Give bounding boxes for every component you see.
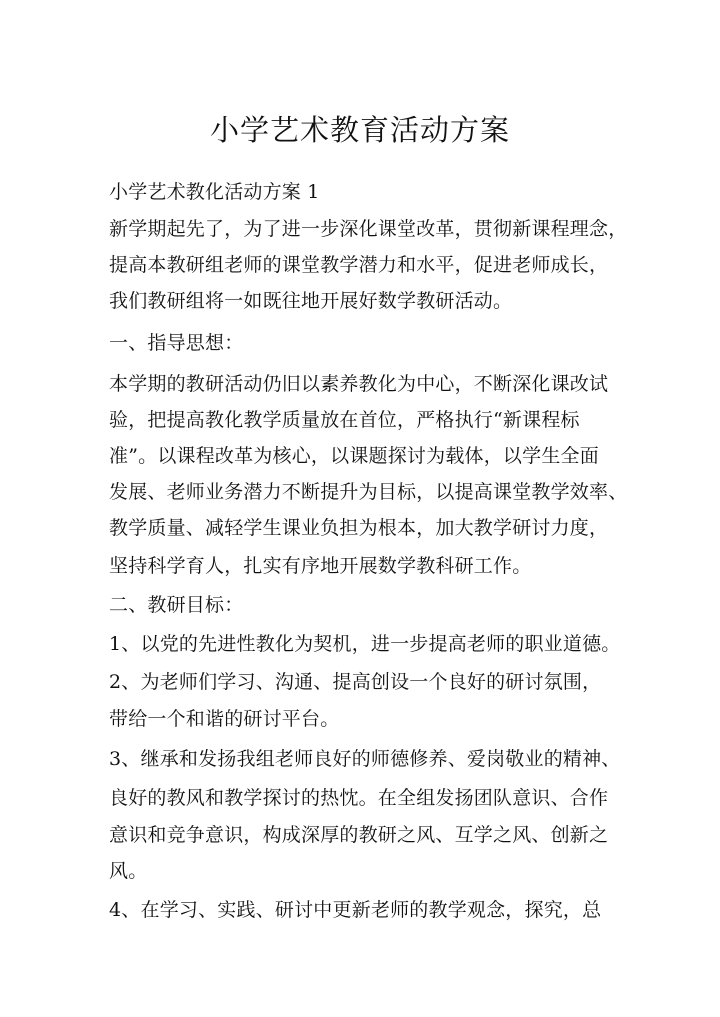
list-item-continuation: 带给一个和谐的研讨平台。 — [109, 708, 340, 730]
section-heading: 二、教研目标： — [109, 594, 244, 616]
list-item: 1、以党的先进性教化为契机，进一步提高老师的职业道德。 — [109, 633, 621, 655]
list-item-continuation: 风。 — [109, 860, 148, 882]
paragraph-line: 坚持科学育人，扎实有序地开展数学教科研工作。 — [109, 555, 532, 577]
paragraph-line: 准”。以课程改革为核心，以课题探讨为载体，以学生全面 — [109, 445, 599, 467]
document-title: 小学艺术教育活动方案 — [209, 113, 510, 147]
list-item-continuation: 意识和竞争意识，构成深厚的教研之风、互学之风、创新之 — [109, 824, 609, 846]
list-item: 3、继承和发扬我组老师良好的师德修养、爱岗敬业的精神、 — [109, 748, 621, 770]
list-item: 4、在学习、实践、研讨中更新老师的教学观念，探究，总 — [109, 899, 602, 921]
paragraph-line: 发展、老师业务潜力不断提升为目标，以提高课堂教学效率、 — [109, 481, 628, 503]
paragraph-line: 新学期起先了，为了进一步深化课堂改革，贯彻新课程理念， — [109, 218, 628, 240]
paragraph-line: 我们教研组将一如既往地开展好数学教研活动。 — [109, 290, 513, 312]
section-heading: 小学艺术教化活动方案 1 — [109, 181, 320, 203]
paragraph-line: 教学质量、减轻学生课业负担为根本，加大教学研讨力度， — [109, 517, 609, 539]
paragraph-line: 提高本教研组老师的课堂教学潜力和水平，促进老师成长， — [109, 254, 609, 276]
paragraph-line: 本学期的教研活动仍旧以素养教化为中心，不断深化课改试 — [109, 373, 609, 395]
section-heading: 一、指导思想： — [109, 332, 244, 354]
list-item-continuation: 良好的教风和教学探讨的热忱。在全组发扬团队意识、合作 — [109, 787, 609, 809]
list-item: 2、为老师们学习、沟通、提高创设一个良好的研讨氛围， — [109, 671, 602, 693]
paragraph-line: 验，把提高教化教学质量放在首位，严格执行“新课程标 — [109, 409, 580, 431]
